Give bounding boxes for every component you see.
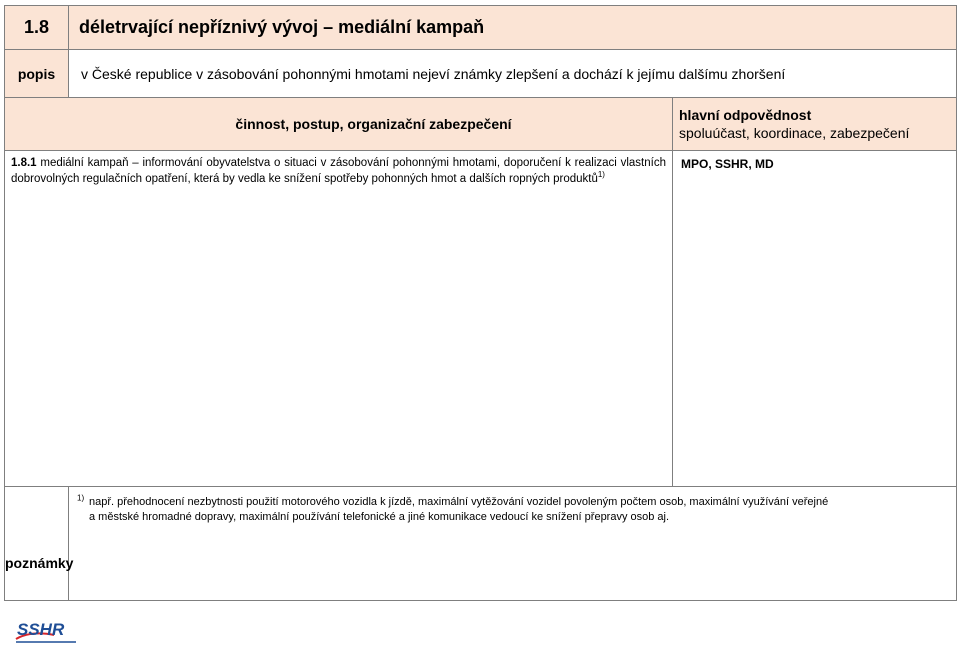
notes-label: poznámky — [5, 487, 69, 601]
activity-header: činnost, postup, organizační zabezpečení — [5, 98, 673, 151]
notes-cell — [69, 487, 957, 601]
responsibility-sub-label: spoluúčast, koordinace, zabezpečení — [679, 125, 910, 141]
responsibility-header — [673, 98, 957, 151]
notes-line-1 — [77, 495, 948, 510]
notes-text-2: a městské hromadné dopravy, maximální používání telefonické a jiné komunikace vedoucí ke snížení přepravy osob aj. — [89, 511, 670, 523]
responsible-parties: MPO, SSHR, MD — [673, 151, 957, 487]
measure-number: 1.8.1 — [11, 157, 37, 169]
document-table — [4, 5, 957, 601]
notes-marker: 1) — [77, 493, 85, 503]
description-label: popis — [5, 50, 69, 98]
footnote-reference: 1) — [597, 170, 605, 180]
sshr-logo — [14, 618, 80, 644]
section-number: 1.8 — [5, 6, 69, 50]
measure-name: mediální kampaň — [40, 157, 129, 169]
notes-text-1: např. přehodnocení nezbytnosti použití motorového vozidla k jízdě, maximální vytěžování vozidel povoleným počtem osob, maximální využívání veřejné — [89, 496, 829, 508]
notes-line-2 — [77, 510, 948, 525]
measure-dash: – — [132, 157, 139, 169]
logo-text: SSHR — [17, 620, 65, 639]
description-text: v České republice v zásobování pohonnými hmotami nejeví známky zlepšení a dochází k jejímu dalšímu zhoršení — [69, 50, 957, 98]
responsibility-main-label: hlavní odpovědnost — [679, 107, 812, 123]
measure-cell — [5, 151, 673, 487]
section-title: déletrvající nepříznivý vývoj – mediální kampaň — [69, 6, 957, 50]
measure-text: informování obyvatelstva o situaci v zásobování pohonnými hmotami, doporučení k realizaci vlastních dobrovolných regulačních opatření, která by vedla ke snížení spotřeby pohonných hmot a dalších ropných produktů — [11, 157, 666, 185]
